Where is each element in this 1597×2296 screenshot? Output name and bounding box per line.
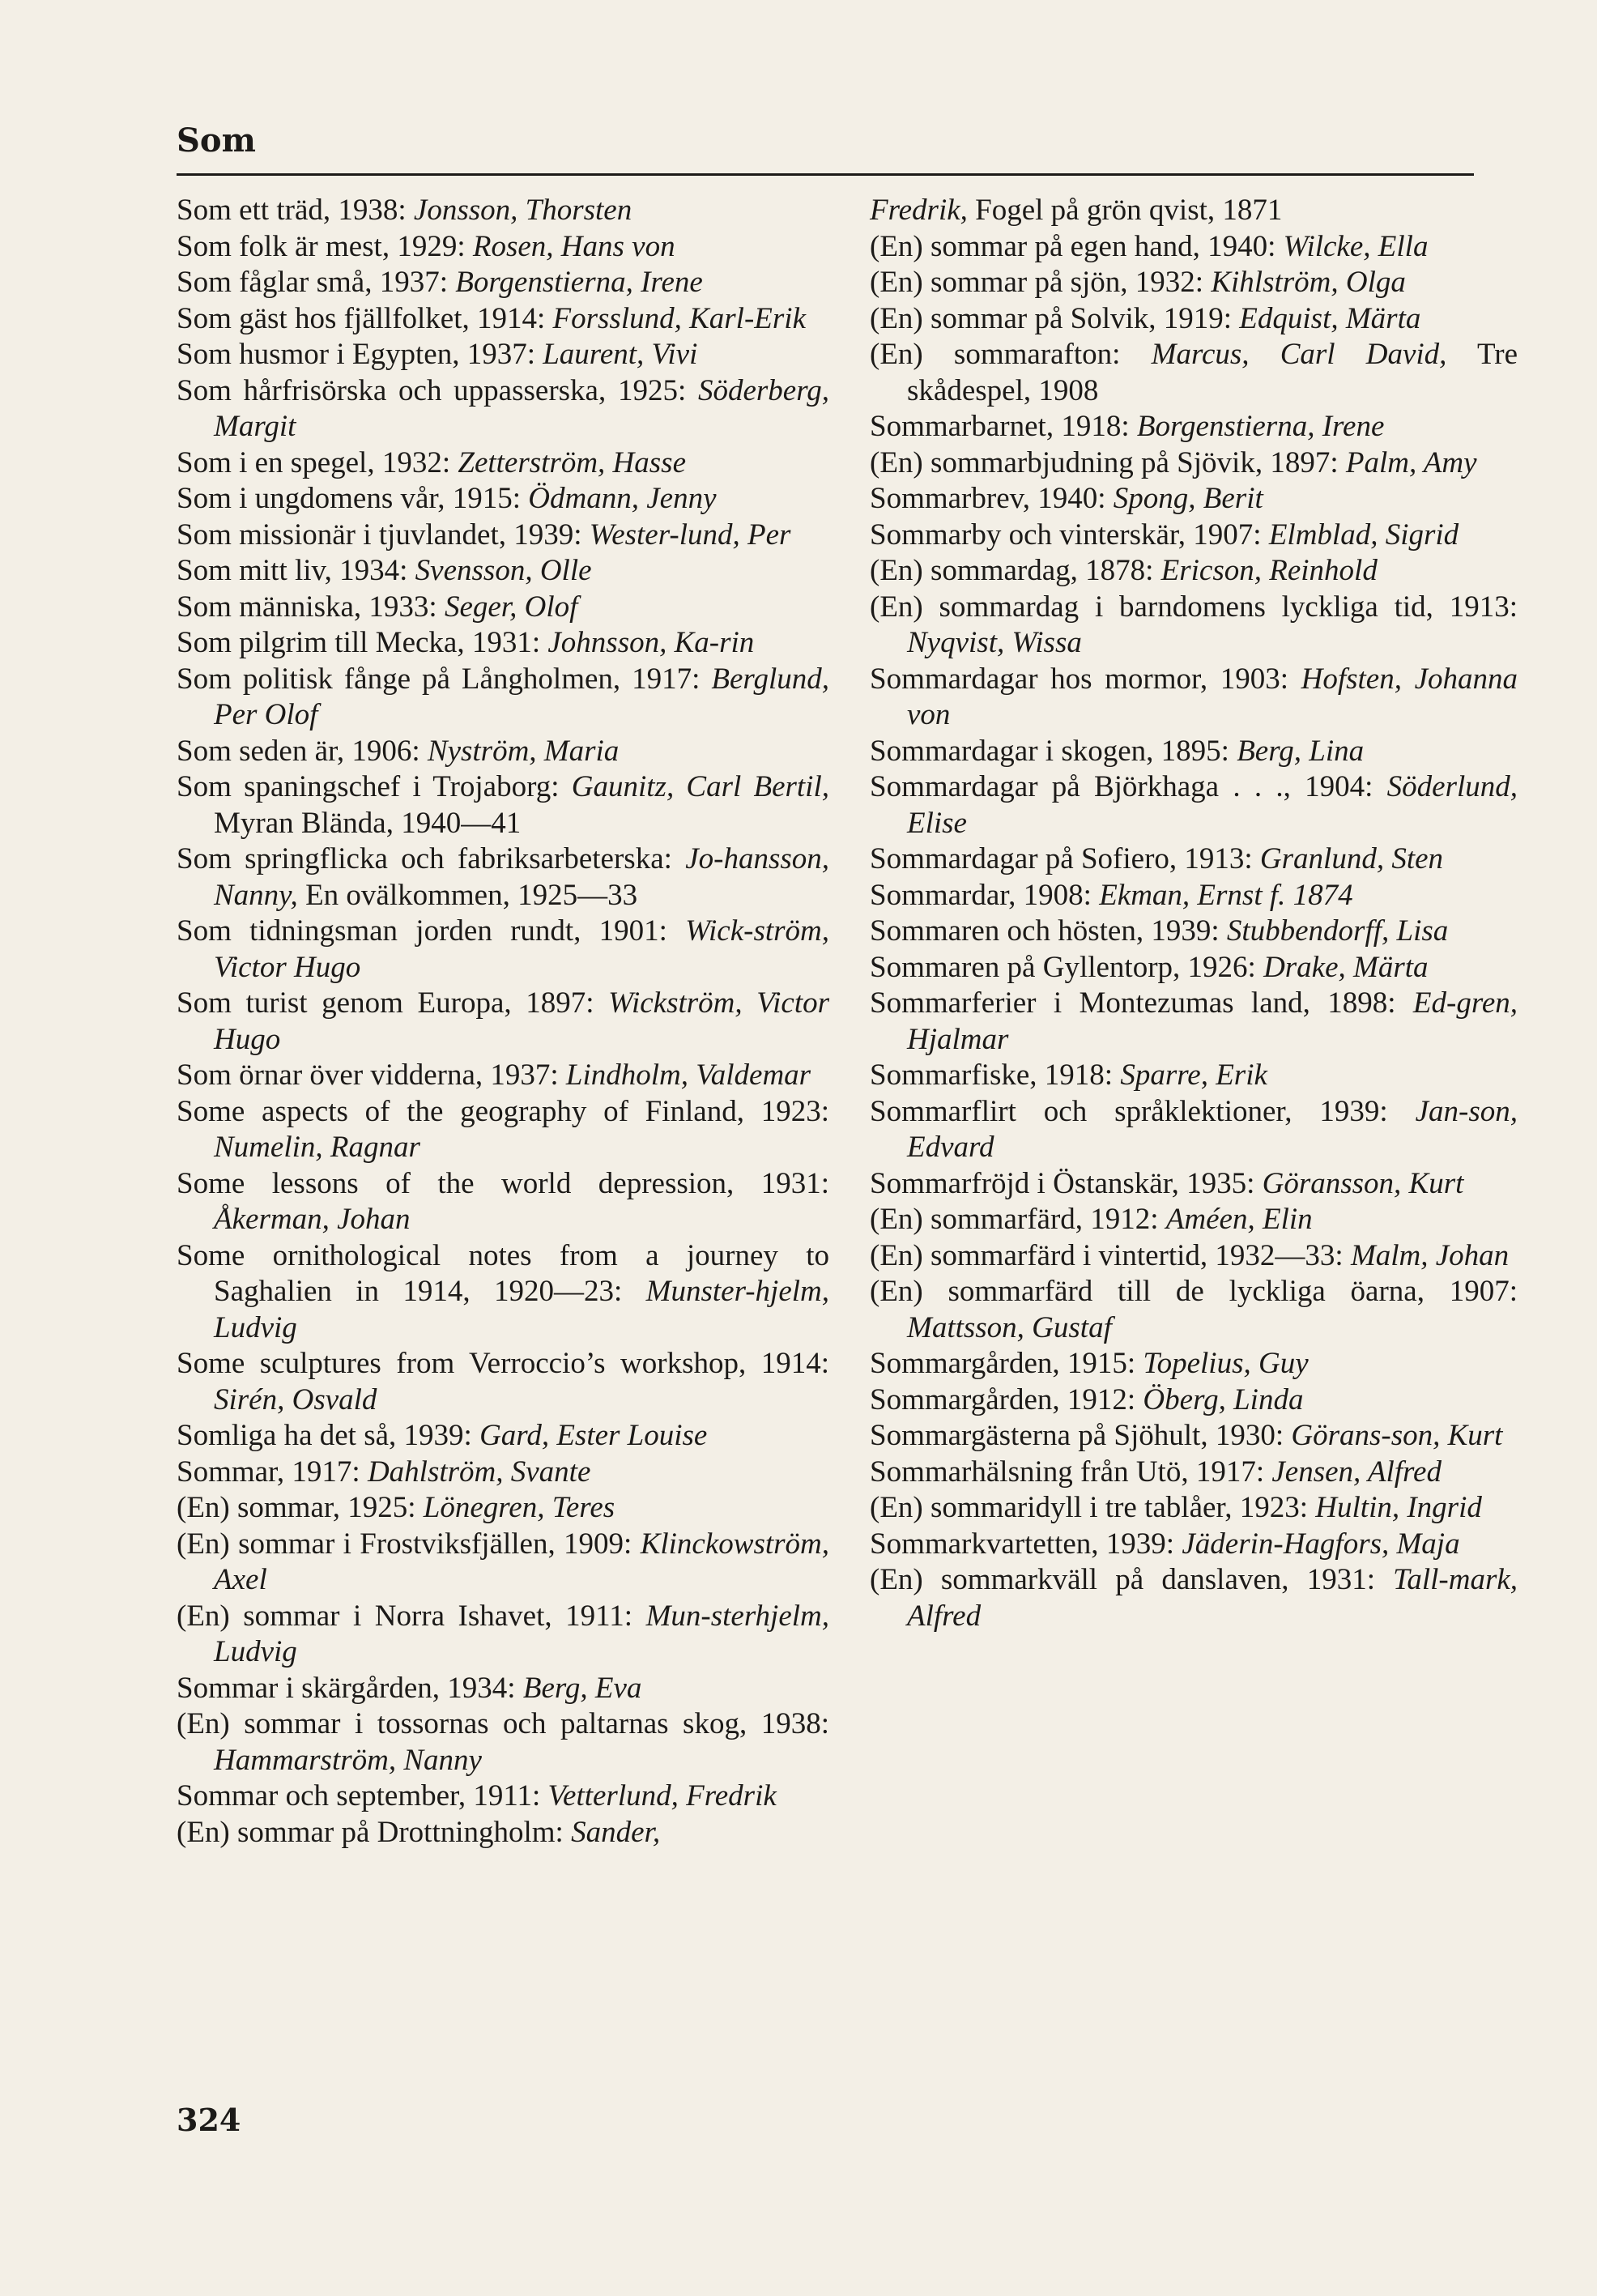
entry-author: Göransson, Kurt bbox=[1262, 1166, 1464, 1200]
entry-author: Hultin, Ingrid bbox=[1315, 1491, 1482, 1524]
entry-author: Sander, bbox=[571, 1815, 661, 1849]
entry-author: Zetterström, Hasse bbox=[458, 445, 686, 479]
index-entry bbox=[177, 1094, 829, 1166]
entry-author: Vetterlund, Fredrik bbox=[547, 1779, 777, 1813]
entry-author: Mattsson, Gustaf bbox=[907, 1310, 1112, 1344]
index-entry bbox=[870, 1202, 1518, 1238]
index-entry bbox=[177, 445, 829, 482]
entry-author: Numelin, Ragnar bbox=[214, 1131, 420, 1164]
index-entry bbox=[870, 590, 1518, 662]
entry-title: Sommardagar hos mormor, 1903: bbox=[870, 662, 1289, 696]
entry-author: Lönegren, Teres bbox=[423, 1491, 615, 1524]
entry-author: Malm, Johan bbox=[1350, 1238, 1510, 1272]
index-entry bbox=[177, 769, 829, 841]
page-number: 324 bbox=[177, 2102, 241, 2138]
entry-title: (En) sommar i Frostviksfjällen, 1909: bbox=[177, 1527, 632, 1561]
entry-title: Sommarflirt och språklektioner, 1939: bbox=[870, 1094, 1388, 1128]
index-entry bbox=[177, 590, 829, 626]
entry-author: Jensen, Alfred bbox=[1271, 1455, 1442, 1489]
entry-title: Som seden är, 1906: bbox=[177, 734, 420, 768]
entry-title: (En) sommardag, 1878: bbox=[870, 554, 1154, 587]
index-entry bbox=[870, 1166, 1518, 1203]
entry-title: Sommarby och vinterskär, 1907: bbox=[870, 518, 1262, 552]
index-entry bbox=[177, 373, 829, 445]
index-entry bbox=[870, 950, 1518, 986]
index-entry bbox=[870, 337, 1518, 409]
entry-author: Söderberg, Margit bbox=[214, 373, 829, 443]
entry-author: Tall-mark, Alfred bbox=[907, 1563, 1518, 1633]
entry-author: Fredrik, bbox=[870, 194, 968, 227]
entry-title: Som springflicka och fabriksarbeterska: bbox=[177, 842, 672, 875]
entry-author: Wickström, Victor Hugo bbox=[214, 986, 829, 1056]
index-entry bbox=[870, 878, 1518, 914]
entry-author: Nyqvist, Wissa bbox=[907, 626, 1082, 659]
index-entry bbox=[870, 1058, 1518, 1094]
entry-author: Berg, Eva bbox=[522, 1671, 642, 1705]
entry-title: Som i ungdomens vår, 1915: bbox=[177, 482, 522, 515]
index-entry bbox=[870, 301, 1518, 338]
index-entry bbox=[870, 1346, 1518, 1382]
entry-tail: En ovälkommen, 1925—33 bbox=[305, 878, 638, 912]
entry-title: Som hårfrisörska och uppasserska, 1925: bbox=[177, 373, 687, 407]
entry-title: (En) sommar i Norra Ishavet, 1911: bbox=[177, 1599, 633, 1633]
index-entry bbox=[177, 1706, 829, 1778]
entry-author: Berg, Lina bbox=[1237, 734, 1365, 768]
entry-title: Som turist genom Europa, 1897: bbox=[177, 986, 594, 1020]
entry-title: (En) sommar i tossornas och paltarnas skog, 1938: bbox=[177, 1707, 829, 1740]
entry-author: Jan-son, Edvard bbox=[907, 1094, 1518, 1164]
index-entry bbox=[870, 445, 1518, 482]
entry-author: Palm, Amy bbox=[1345, 445, 1477, 479]
entry-title: Som pilgrim till Mecka, 1931: bbox=[177, 626, 541, 659]
index-entry bbox=[177, 1815, 829, 1851]
entry-title: (En) sommarbjudning på Sjövik, 1897: bbox=[870, 445, 1339, 479]
index-entry bbox=[177, 986, 829, 1058]
entry-title: Sommar i skärgården, 1934: bbox=[177, 1671, 516, 1705]
index-entry bbox=[870, 986, 1518, 1058]
index-entry bbox=[177, 1238, 829, 1347]
entry-author: Öberg, Linda bbox=[1143, 1382, 1304, 1416]
entry-title: (En) sommar på Drottningholm: bbox=[177, 1815, 564, 1849]
entry-title: Sommarkvartetten, 1939: bbox=[870, 1527, 1175, 1561]
index-entry bbox=[177, 1671, 829, 1707]
index-entry bbox=[870, 1455, 1518, 1491]
entry-title: Som folk är mest, 1929: bbox=[177, 229, 466, 263]
entry-author: Drake, Märta bbox=[1263, 950, 1429, 984]
entry-author: Borgenstierna, Irene bbox=[455, 266, 703, 299]
index-entry bbox=[870, 193, 1518, 229]
entry-title: (En) sommarfärd, 1912: bbox=[870, 1203, 1159, 1236]
index-entry bbox=[177, 553, 829, 590]
entry-title: Sommargästerna på Sjöhult, 1930: bbox=[870, 1419, 1284, 1452]
entry-title: Sommardar, 1908: bbox=[870, 878, 1092, 912]
index-entry bbox=[177, 1490, 829, 1527]
entry-title: Some lessons of the world depression, 1931: bbox=[177, 1166, 829, 1200]
entry-title: Som mitt liv, 1934: bbox=[177, 554, 408, 587]
entry-author: Lindholm, Valdemar bbox=[565, 1059, 811, 1092]
entry-title: Sommarbarnet, 1918: bbox=[870, 410, 1130, 443]
index-entry bbox=[870, 769, 1518, 841]
entry-author: Ericson, Reinhold bbox=[1160, 554, 1378, 587]
entry-title: (En) sommar på egen hand, 1940: bbox=[870, 229, 1276, 263]
entry-author: Åkerman, Johan bbox=[214, 1203, 411, 1236]
entry-author: Ödmann, Jenny bbox=[528, 482, 717, 515]
entry-title: Som människa, 1933: bbox=[177, 590, 437, 624]
index-entry bbox=[177, 1418, 829, 1455]
entry-author: Ekman, Ernst f. 1874 bbox=[1099, 878, 1353, 912]
entry-author: Spong, Berit bbox=[1113, 482, 1263, 515]
entry-title: Som missionär i tjuvlandet, 1939: bbox=[177, 518, 582, 552]
index-entry bbox=[870, 662, 1518, 734]
entry-title: Some ornithological notes from a journey to Saghalien in 1914, 1920—23: bbox=[177, 1238, 829, 1308]
index-entry bbox=[870, 1418, 1518, 1455]
entry-title: Som ett träd, 1938: bbox=[177, 194, 407, 227]
entry-title: Sommardagar på Sofiero, 1913: bbox=[870, 842, 1253, 875]
entry-title: Sommaren och hösten, 1939: bbox=[870, 914, 1220, 948]
index-entry bbox=[870, 409, 1518, 445]
index-entry bbox=[870, 841, 1518, 878]
entry-title: (En) sommardag i barndomens lyckliga tid, 1913: bbox=[870, 590, 1518, 624]
entry-author: Améen, Elin bbox=[1165, 1203, 1313, 1236]
entry-title: Som husmor i Egypten, 1937: bbox=[177, 338, 535, 371]
entry-title: Som politisk fånge på Långholmen, 1917: bbox=[177, 662, 701, 696]
index-entry bbox=[177, 841, 829, 914]
entry-author: Sparre, Erik bbox=[1120, 1059, 1267, 1092]
entry-title: (En) sommarkväll på danslaven, 1931: bbox=[870, 1563, 1375, 1596]
entry-tail: Tre skådespel, 1908 bbox=[907, 338, 1518, 407]
index-entry bbox=[177, 1599, 829, 1671]
entry-author: Borgenstierna, Irene bbox=[1136, 410, 1385, 443]
index-entry bbox=[177, 1058, 829, 1094]
entry-author: Dahlström, Svante bbox=[367, 1455, 591, 1489]
entry-title: Sommarhälsning från Utö, 1917: bbox=[870, 1455, 1265, 1489]
entry-title: Some aspects of the geography of Finland, 1923: bbox=[177, 1094, 829, 1128]
entry-title: Somliga ha det så, 1939: bbox=[177, 1419, 472, 1452]
header-rule bbox=[177, 173, 1474, 176]
index-entry bbox=[177, 1166, 829, 1238]
index-entry bbox=[177, 1346, 829, 1418]
entry-title: Som tidningsman jorden rundt, 1901: bbox=[177, 914, 667, 948]
entry-author: Hammarström, Nanny bbox=[214, 1743, 482, 1777]
index-entry bbox=[870, 265, 1518, 301]
index-entry bbox=[870, 518, 1518, 554]
entry-author: Topelius, Guy bbox=[1143, 1347, 1309, 1380]
entry-author: Seger, Olof bbox=[444, 590, 578, 624]
entry-author: Jo-hansson, Nanny, bbox=[214, 842, 830, 912]
entry-title: Som örnar över vidderna, 1937: bbox=[177, 1059, 559, 1092]
entry-title: Sommarfröjd i Östanskär, 1935: bbox=[870, 1166, 1255, 1200]
entry-author: Gard, Ester Louise bbox=[479, 1419, 708, 1452]
entry-title: Sommargården, 1912: bbox=[870, 1382, 1136, 1416]
index-column-right bbox=[870, 193, 1518, 1634]
index-entry bbox=[177, 625, 829, 662]
entry-title: (En) sommarfärd till de lyckliga öarna, 1907: bbox=[870, 1275, 1518, 1308]
index-entry bbox=[870, 734, 1518, 770]
entry-author: Kihlström, Olga bbox=[1211, 266, 1406, 299]
index-entry bbox=[870, 229, 1518, 266]
entry-title: (En) sommarafton: bbox=[870, 338, 1121, 371]
entry-title: Sommargården, 1915: bbox=[870, 1347, 1136, 1380]
index-entry bbox=[870, 914, 1518, 950]
entry-author: Jonsson, Thorsten bbox=[413, 194, 632, 227]
entry-title: (En) sommar på Solvik, 1919: bbox=[870, 301, 1233, 335]
entry-tail: Fogel på grön qvist, 1871 bbox=[975, 194, 1283, 227]
entry-title: Sommarfiske, 1918: bbox=[870, 1059, 1114, 1092]
entry-title: Som fåglar små, 1937: bbox=[177, 266, 449, 299]
entry-tail: Myran Blända, 1940—41 bbox=[214, 806, 522, 840]
entry-title: Sommardagar på Björkhaga . . ., 1904: bbox=[870, 770, 1373, 803]
entry-title: Sommar, 1917: bbox=[177, 1455, 360, 1489]
index-entry bbox=[177, 193, 829, 229]
index-entry bbox=[177, 1527, 829, 1599]
page-header: Som bbox=[177, 121, 256, 160]
index-entry bbox=[870, 1094, 1518, 1166]
entry-author: Wick-ström, Victor Hugo bbox=[214, 914, 830, 984]
entry-author: Mun-sterhjelm, Ludvig bbox=[214, 1599, 830, 1668]
index-entry bbox=[177, 518, 829, 554]
entry-title: (En) sommaridyll i tre tablåer, 1923: bbox=[870, 1491, 1309, 1524]
entry-author: Rosen, Hans von bbox=[472, 229, 675, 263]
entry-author: Munster-hjelm, Ludvig bbox=[214, 1275, 829, 1344]
entry-author: Söderlund, Elise bbox=[907, 770, 1518, 840]
index-entry bbox=[870, 1527, 1518, 1563]
index-entry bbox=[870, 481, 1518, 518]
entry-title: Som i en spegel, 1932: bbox=[177, 445, 451, 479]
entry-author: Elmblad, Sigrid bbox=[1268, 518, 1459, 552]
index-entry bbox=[177, 1778, 829, 1815]
entry-title: Sommaren på Gyllentorp, 1926: bbox=[870, 950, 1256, 984]
entry-author: Nyström, Maria bbox=[427, 734, 620, 768]
entry-author: Granlund, Sten bbox=[1259, 842, 1444, 875]
entry-title: (En) sommar på sjön, 1932: bbox=[870, 266, 1204, 299]
index-entry bbox=[870, 1382, 1518, 1419]
entry-author: Sirén, Osvald bbox=[214, 1382, 377, 1416]
entry-author: Wilcke, Ella bbox=[1283, 229, 1429, 263]
index-entry bbox=[177, 301, 829, 338]
entry-author: Jäderin-Hagfors, Maja bbox=[1182, 1527, 1460, 1561]
entry-title: Sommardagar i skogen, 1895: bbox=[870, 734, 1229, 768]
entry-title: Sommarferier i Montezumas land, 1898: bbox=[870, 986, 1396, 1020]
index-entry bbox=[177, 481, 829, 518]
index-entry bbox=[177, 734, 829, 770]
index-entry bbox=[177, 1455, 829, 1491]
entry-author: Görans-son, Kurt bbox=[1291, 1419, 1503, 1452]
entry-author: Forsslund, Karl-Erik bbox=[552, 301, 806, 335]
entry-author: Svensson, Olle bbox=[415, 554, 592, 587]
entry-author: Johnsson, Ka-rin bbox=[547, 626, 755, 659]
entry-author: Edquist, Märta bbox=[1239, 301, 1421, 335]
index-entry bbox=[177, 337, 829, 373]
entry-author: Gaunitz, Carl Bertil, bbox=[571, 770, 829, 803]
entry-author: Wester-lund, Per bbox=[589, 518, 791, 552]
index-entry bbox=[870, 1238, 1518, 1275]
entry-author: Marcus, Carl David, bbox=[1151, 338, 1447, 371]
entry-title: Som spaningschef i Trojaborg: bbox=[177, 770, 560, 803]
entry-author: Hofsten, Johanna von bbox=[907, 662, 1518, 731]
entry-title: Sommarbrev, 1940: bbox=[870, 482, 1106, 515]
entry-author: Ed-gren, Hjalmar bbox=[907, 986, 1518, 1056]
index-entry bbox=[177, 265, 829, 301]
index-column-left bbox=[177, 193, 829, 1851]
entry-title: Some sculptures from Verroccio’s workshop, 1914: bbox=[177, 1347, 829, 1380]
index-entry bbox=[177, 662, 829, 734]
entry-author: Laurent, Vivi bbox=[543, 338, 698, 371]
entry-title: Som gäst hos fjällfolket, 1914: bbox=[177, 301, 546, 335]
entry-author: Klinckowström, Axel bbox=[214, 1527, 829, 1596]
entry-title: (En) sommarfärd i vintertid, 1932—33: bbox=[870, 1238, 1344, 1272]
entry-author: Berglund, Per Olof bbox=[214, 662, 829, 731]
index-entry bbox=[870, 553, 1518, 590]
entry-author: Stubbendorff, Lisa bbox=[1226, 914, 1449, 948]
index-entry bbox=[177, 229, 829, 266]
entry-title: Sommar och september, 1911: bbox=[177, 1779, 541, 1813]
entry-title: (En) sommar, 1925: bbox=[177, 1491, 416, 1524]
index-entry bbox=[177, 914, 829, 986]
index-entry bbox=[870, 1490, 1518, 1527]
index-entry bbox=[870, 1274, 1518, 1346]
index-entry bbox=[870, 1562, 1518, 1634]
